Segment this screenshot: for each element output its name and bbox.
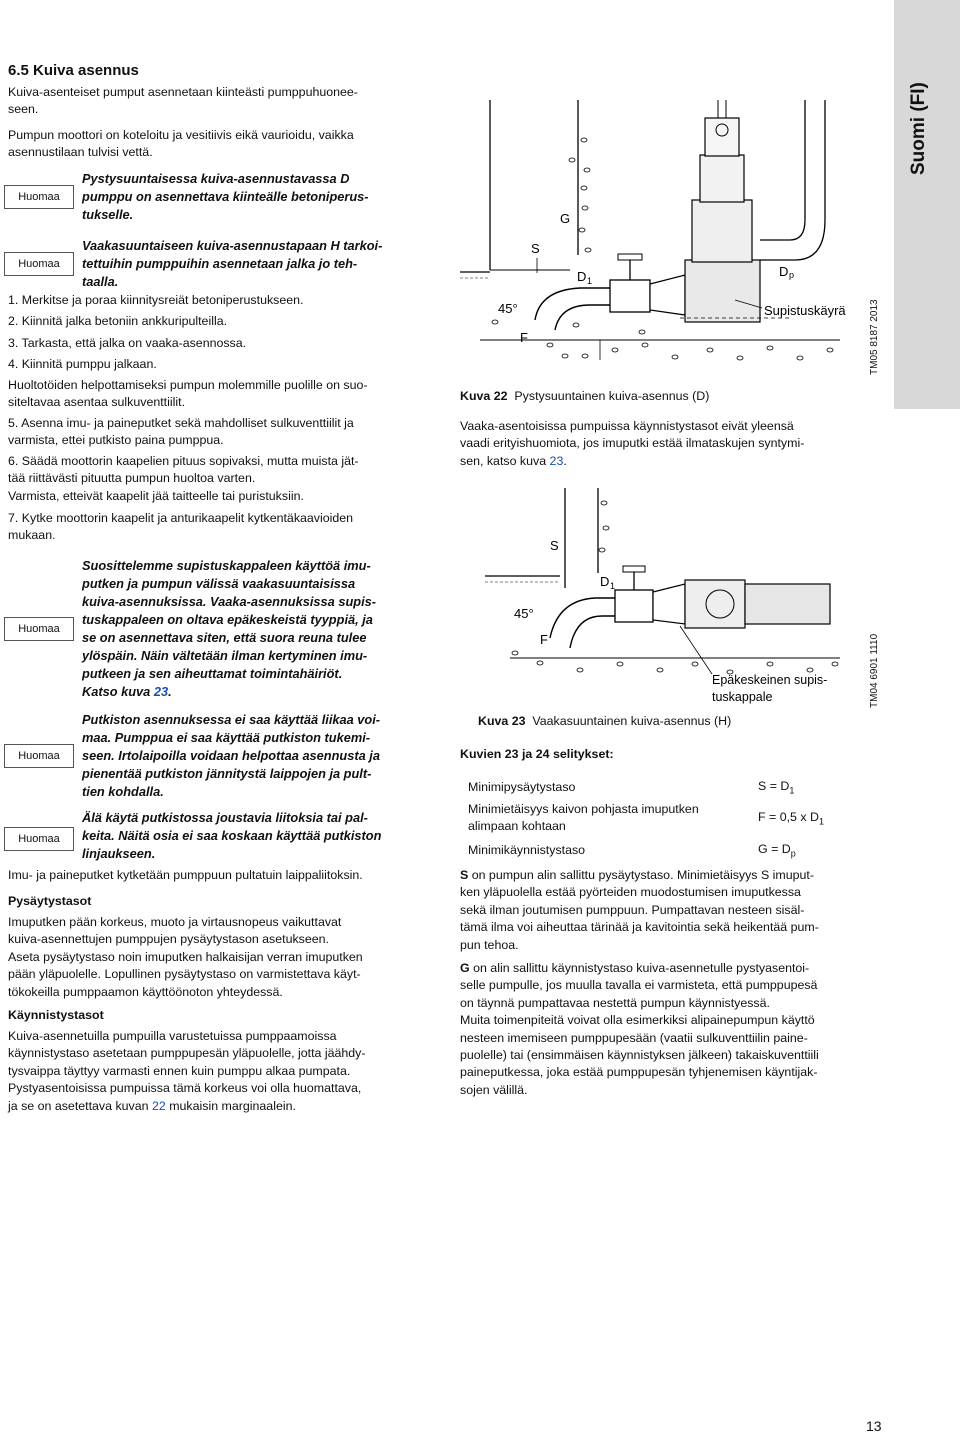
label-d1-sub: 1 (610, 581, 616, 591)
label-d1: D (600, 574, 610, 589)
heading-stop-levels: Pysäytystasot (8, 894, 92, 908)
label-f: F (520, 330, 528, 345)
language-tab-label: Suomi (FI) (908, 82, 929, 175)
legend-row: Minimikäynnistystaso $G = D_p$ (468, 841, 796, 859)
note-pipe-force: Putkiston asennuksessa ei saa käyttää liikaa voi- maa. Pumppua ei saa käyttää putkiston tukemi- seen. Irtolaipoilla voidaan helpottaa asennusta ja pienentää putkiston jännitystä laippojen ja pult- tien kohdalla. (82, 712, 381, 799)
label-reducer: Supistuskäyrä (764, 303, 846, 318)
label-f: F (540, 632, 548, 647)
figure-22-caption: Kuva 22 Pystysuuntainen kuiva-asennus (D) (460, 389, 710, 403)
note-badge: Huomaa (4, 185, 74, 209)
figure-23-code: TM04 6901 1110 (869, 633, 880, 708)
label-s: S (550, 538, 559, 553)
note-vertical-install: Pystysuuntaisessa kuiva-asennustavassa D pumppu on asennettava kiinteälle betoniperus- tukselle. (82, 171, 369, 222)
label-dp: D (779, 264, 789, 279)
label-reducer-2: tuskappale (712, 690, 773, 704)
intro-text: Kuiva-asenteiset pumput asennetaan kiinteästi pumppuhuonee- seen. Pumpun moottori on koteloitu ja vesitiivis eikä vaurioidu, vaikka asennustilaan tulvisi vettä. (8, 85, 358, 160)
fig22-followup-text: Vaaka-asentoisissa pumpuissa käynnistystasot eivät yleensä vaadi erityishuomiota, jos imuputki estää ilmataskujen syntymi- sen, katso kuva 23. (460, 419, 805, 468)
stop-level-explanation: S on pumpun alin sallittu pysäytystaso. Minimietäisyys S imuput- ken yläpuolella estää pyörteiden muodostumisen imuputkessa sekä ilman joutumisen pumppuun. Pumpattavan nesteen sisäl- tämä ilma voi aiheuttaa tärinää ja kavitointia sekä heikentää pum- pun tehoa. (460, 868, 819, 952)
note-flexible-joints: Älä käytä putkistossa joustavia liitoksia tai pal- keita. Näitä osia ei saa koskaan käyttää putkiston linjaukseen. (82, 810, 382, 861)
label-d1-sub: 1 (587, 276, 593, 286)
start-level-explanation: G on alin sallittu käynnistystaso kuiva-asennetulle pystyasentoi- selle pumpulle, jos muulla tavalla ei varmisteta, että pumppupesä on täynnä pumpattavaa nestettä pumpun käynnistyessä. Muita toimenpiteitä voivat olla esimerkiksi alipainepumpun käyttö nesteen imemiseen pumppupesään (vaatii sulkuventtiilin paine- puolelle) tai (ensimmäisen käynnistyksen jälkeen) takaiskuventtiili paineputkessa, joka estää pumppupesän tyhjenemisen käyntijak- sojen välillä. (460, 961, 819, 1097)
figure-22-diagram (460, 100, 880, 385)
language-tab (894, 0, 960, 409)
label-angle: 45° (514, 606, 534, 621)
note-badge: Huomaa (4, 827, 74, 851)
legend-row: Minimipysäytystaso $S = D_1$ (468, 778, 795, 796)
stop-levels-text: Imuputken pään korkeus, muoto ja virtausnopeus vaikuttavat kuiva-asennettujen pumppujen pysäytystason asetukseen. Aseta pysäytystaso noin imuputken halkaisijan verran imuputken pään yläpuolelle. Lopullinen pysäytystaso on varmistettava käyt- tökokeilla pumppaamon käyttöönoton yhteydessä. (8, 915, 363, 999)
flange-connection-text: Imu- ja paineputket kytketään pumppuun pultatuin laippaliitoksin. (8, 868, 363, 882)
install-step-7: 7. Kytke moottorin kaapelit ja anturikaapelit kytkentäkaavioiden mukaan. (8, 511, 354, 543)
label-s: S (531, 241, 540, 256)
legend-table (468, 776, 824, 862)
service-note: Huoltotöiden helpottamiseksi pumpun molemmille puolille on suo- siteltavaa asentaa sulkuventtiilit. (8, 378, 368, 410)
label-angle: 45° (498, 301, 518, 316)
link-figure-23[interactable]: 23 (549, 453, 564, 468)
note-badge: Huomaa (4, 744, 74, 768)
figure-23-caption: Kuva 23 Vaakasuuntainen kuiva-asennus (H) (478, 714, 732, 728)
page-number: 13 (866, 1418, 882, 1434)
note-badge: Huomaa (4, 617, 74, 641)
label-d1: D (577, 269, 587, 284)
start-levels-text: Kuiva-asennetuilla pumpuilla varustetuissa pumppaamoissa käynnistystaso asetetaan pumppupesän yläpuolelle, jotta jäähdy- tysvaippa täyttyy varmasti ennen kuin pumppu alkaa pumpata. Pystyasentoisissa pumpuissa tämä korkeus voi olla huomattava, ja se on asetettava kuvan 22 mukaisin marginaalein. (8, 1029, 366, 1113)
legend-row: Minimietäisyys kaivon pohjasta imuputken alimpaan kohtaan F = 0,5 x $D_1$ (468, 802, 824, 833)
legend-title: Kuvien 23 ja 24 selitykset: (460, 747, 614, 761)
link-figure-22[interactable]: 22 (151, 1098, 166, 1113)
note-horizontal-install: Vaakasuuntaiseen kuiva-asennustapaan H tarkoi- tettuihin pumppuihin asennetaan jalka jo teh- taalla. (82, 238, 383, 289)
link-figure-23[interactable]: 23 (153, 684, 169, 699)
install-step-5: 5. Asenna imu- ja paineputket sekä mahdolliset sulkuventtiilit ja varmista, ettei putkisto paina pumppua. (8, 416, 354, 448)
section-title: 6.5 Kuiva asennus (8, 62, 139, 79)
figure-23-diagram (480, 488, 860, 713)
note-badge: Huomaa (4, 252, 74, 276)
heading-start-levels: Käynnistystasot (8, 1008, 104, 1022)
note-reducer: Suosittelemme supistuskappaleen käyttöä imu- putken ja pumpun välissä vaakasuuntaisissa kuiva-asennuksissa. Vaaka-asennuksissa supis- tuskappaleen on oltava epäkeskeistä tyyppiä, ja se on asennettava siten, että suora reuna tulee ylöspäin. Näin vältetään ilman kertyminen imu- putkeen ja sen aiheuttamat toimintahäiriöt. Katso kuva 23. (82, 558, 377, 699)
label-reducer-1: Epäkeskeinen supis- (712, 673, 828, 687)
install-step-6: 6. Säädä moottorin kaapelien pituus sopivaksi, mutta muista jät- tää riittävästi pituutta pumpun huoltoa varten. Varmista, etteivät kaapelit jää taitteelle tai puristuksiin. (8, 454, 359, 503)
figure-22-code: TM05 8187 2013 (869, 299, 880, 375)
label-dp-sub: p (789, 270, 795, 280)
install-steps-1-4: 1. Merkitse ja poraa kiinnitysreiät betoniperustukseen. 2. Kiinnitä jalka betoniin ankkuripulteilla. 3. Tarkasta, että jalka on vaaka-asennossa. 4. Kiinnitä pumppu jalkaan. (8, 293, 304, 372)
label-g: G (560, 211, 571, 226)
